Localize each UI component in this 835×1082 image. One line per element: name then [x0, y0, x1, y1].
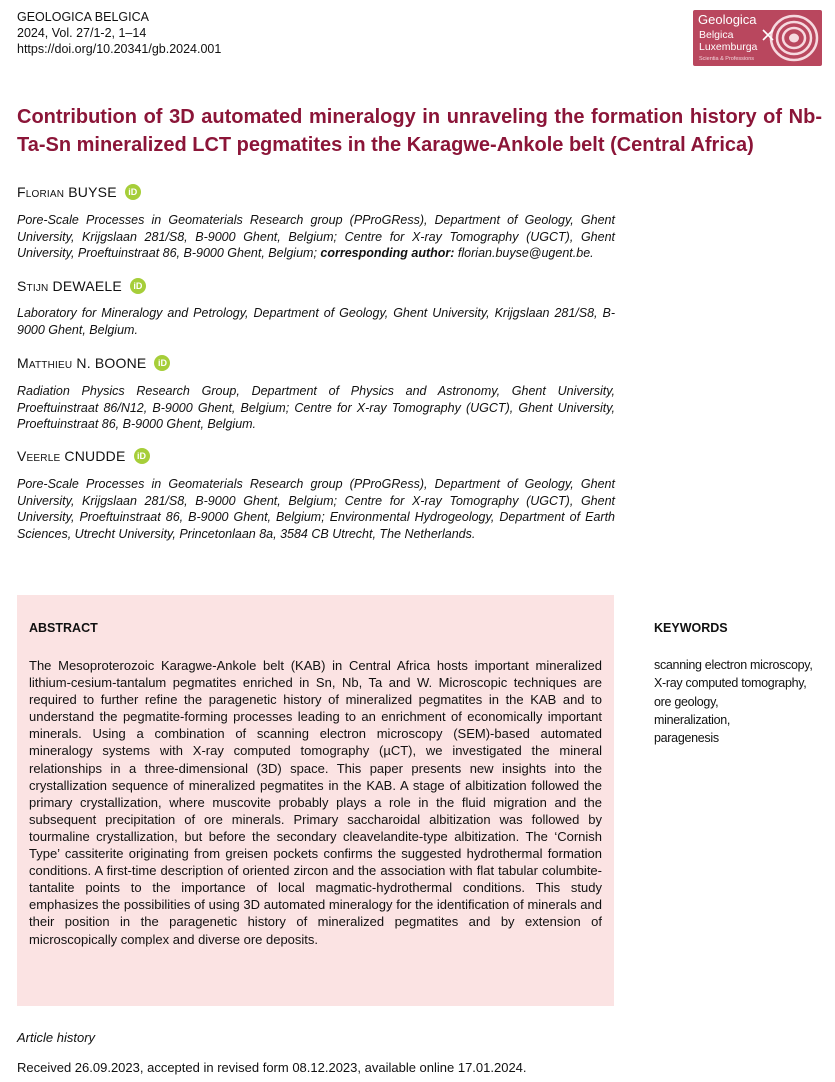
keyword-item: mineralization,	[654, 712, 731, 727]
logo-line-4: Scientia & Professions	[699, 56, 755, 62]
logo-line-3: Luxemburga	[699, 41, 758, 53]
abstract-text: The Mesoproterozoic Karagwe-Ankole belt (KAB) in Central Africa hosts important mineralized lithium-cesium-tantalum pegmatites enriched in Sn, Nb, Ta and W. Microscopic techniques are required to further refine the paragenetic history of mineralized pegmatites in the KAB and to understand the pegmatite-forming processes leading to an enrichment of economically important minerals. Using a combination of scanning electron microscopy (SEM)-based automated mineralogy systems with X-ray computed tomography (µCT), we investigated the mineral relationships in a three-dimensional (3D) space. This paper presents new insights into the crystallization sequence of mineralized pegmatites in the KAB. A stage of albitization followed the primary crystallization, where muscovite probably plays a role in the fluid migration and the subsequent precipitation of ore minerals. Primary saccharoidal albitization was followed by tourmaline crystallization, but before the secondary cleavelandite-type albitization. The ‘Cornish Type’ cassiterite originating from greisen pockets confirms the suggested hydrothermal formation conditions. A first-time description of oriented zircon and the association with flat tabular columbite-tantalite points to the importance of local magmatic-hydrothermal conditions. This study emphasizes the possibilities of using 3D automated mineralogy for the identification of minerals and their position in the paragenetic history of mineralized pegmatites and by extension of microscopically complex and diverse ore deposits.	[29, 658, 602, 947]
keyword-item: X-ray computed tomography,	[654, 676, 807, 691]
author-2	[17, 278, 146, 294]
orcid-icon[interactable]: iD	[125, 184, 141, 200]
author-name: Veerle CNUDDE	[17, 448, 126, 464]
article-history-heading: Article history	[17, 1030, 96, 1045]
crossed-hammers-icon	[761, 28, 775, 42]
affiliation-3: Radiation Physics Research Group, Department of Physics and Astronomy, Ghent University, Proeftuinstraat 86/N12, B-9000 Ghent, Belgium; Centre for X-ray Tomography (UGCT), Ghent University, Proeftuinstraat 86, B-9000 Ghent, Belgium.	[17, 384, 615, 431]
keyword-item: scanning electron microscopy,	[654, 658, 813, 672]
article-title: Contribution of 3D automated mineralogy in unraveling the formation history of Nb-Ta-Sn mineralized LCT pegmatites in the Karagwe-Ankole belt (Central Africa)	[17, 106, 822, 156]
affiliation-4: Pore-Scale Processes in Geomaterials Research group (PProGRess), Department of Geology, Ghent University, Krijgslaan 281/S8, B-9000 Ghent, Belgium; Centre for X-ray Tomography (UGCT), Ghent University, Proeftuinstraat 86, B-9000 Ghent, Belgium; Environmental Hydrogeology, Department of Earth Sciences, Utrecht University, Princetonlaan 8a, 3584 CB Utrecht, The Netherlands.	[17, 477, 615, 541]
author-name: Stijn DEWAELE	[17, 278, 122, 294]
keywords-heading: KEYWORDS	[654, 621, 728, 635]
author-3	[17, 355, 170, 371]
affiliation-2: Laboratory for Mineralogy and Petrology, Department of Geology, Ghent University, Krijgslaan 281/S8, B-9000 Ghent, Belgium.	[17, 306, 615, 337]
corresponding-author-label: corresponding author:	[320, 246, 455, 260]
orcid-icon[interactable]: iD	[154, 355, 170, 371]
journal-logo	[693, 10, 822, 66]
logo-line-2: Belgica	[699, 29, 734, 41]
orcid-icon[interactable]: iD	[134, 448, 150, 464]
journal-volume: 2024, Vol. 27/1-2, 1–14	[17, 26, 147, 40]
author-name: Florian BUYSE	[17, 184, 117, 200]
author-name: Matthieu N. BOONE	[17, 355, 147, 371]
keywords-list	[654, 656, 813, 747]
author-1	[17, 184, 141, 200]
keyword-item: ore geology,	[654, 694, 719, 709]
journal-name: GEOLOGICA BELGICA	[17, 10, 149, 24]
abstract-heading: ABSTRACT	[29, 621, 98, 635]
affiliation-1: Pore-Scale Processes in Geomaterials Research group (PProGRess), Department of Geology, Ghent University, Krijgslaan 281/S8, B-9000 Ghent, Belgium; Centre for X-ray Tomography (UGCT), Ghent University, Proeftuinstraat 86, B-9000 Ghent, Belgium; corresponding author: florian.buyse@ugent.be.	[17, 213, 615, 260]
article-history-text: Received 26.09.2023, accepted in revised form 08.12.2023, available online 17.01.2024.	[17, 1060, 527, 1075]
journal-doi[interactable]: https://doi.org/10.20341/gb.2024.001	[17, 42, 222, 56]
keyword-item: paragenesis	[654, 731, 719, 746]
orcid-icon[interactable]: iD	[130, 278, 146, 294]
journal-meta	[17, 9, 221, 57]
agate-rings-icon	[769, 13, 819, 63]
corresponding-email[interactable]: florian.buyse@ugent.be.	[457, 246, 594, 260]
logo-line-1: Geologica	[698, 12, 757, 27]
author-4	[17, 448, 150, 464]
